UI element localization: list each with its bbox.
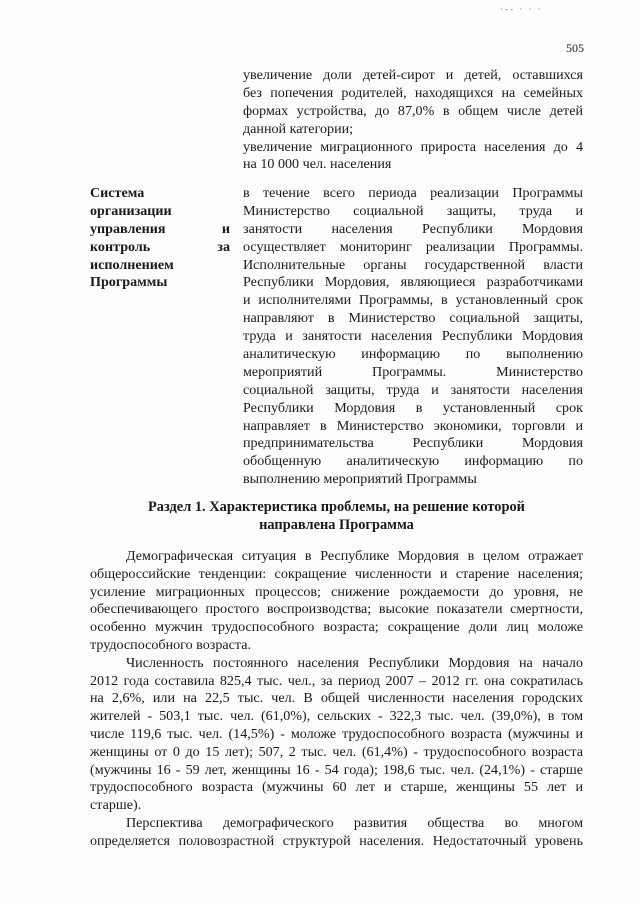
paragraph-line: Демографическая ситуация в Республике Мордовия в целом отражает (126, 548, 583, 564)
paragraph-line: 2012 года составила 825,4 тыс. чел., за период 2007 – 2012 гг. она сократилась (90, 672, 583, 689)
text-line: без попечения родителей, находящихся на семейных (243, 84, 583, 101)
label-line (90, 239, 230, 257)
paragraph-line: обеспечивающего простого воспроизводства; высокие показатели смертности, (90, 601, 583, 618)
text-line: Исполнительные органы государственной власти (243, 256, 583, 273)
system-row-content (243, 185, 583, 489)
label-word: Программы (90, 274, 168, 291)
paragraph-line: женщины от 0 до 15 лет); 507, 2 тыс. чел. (61,4%) - трудоспособного возраста (90, 743, 583, 760)
paragraph-line: трудоспособного возраста (мужчины 60 лет и старше, женщины 55 лет и (90, 779, 583, 796)
text-line: предпринимательства Республики Мордовия (243, 435, 583, 452)
paragraph-line: общероссийские тенденции: сокращение численности и старение населения; (90, 565, 583, 582)
section-title (90, 498, 583, 534)
section-title-line: Раздел 1. Характеристика проблемы, на решение которой (148, 499, 525, 515)
text-line: выполнению мероприятий Программы (243, 471, 477, 488)
label-word: Система (90, 185, 145, 201)
paragraph-line: старше). (90, 797, 142, 814)
page-number: 505 (566, 41, 584, 55)
paragraph-line: числе 119,6 тыс. чел. (14,5%) - моложе трудоспособного возраста (мужчины и (90, 725, 583, 742)
text-line: осуществляет мониторинг реализации Программы. (243, 238, 583, 255)
section-title-line: направлена Программа (259, 517, 414, 533)
label-connector: за (217, 238, 230, 255)
text-line: направляет в Министерство экономики, торговли и (243, 417, 583, 434)
scan-marks: ·-- · · · (500, 4, 543, 14)
text-line: социальной защиты, труда и занятости населения (243, 381, 583, 398)
paragraph-line: (мужчины 16 - 59 лет, женщины 16 - 54 года); 198,6 тыс. чел. (24,1%) - старше (90, 761, 583, 778)
text-line: аналитическую информацию по выполнению (243, 346, 583, 363)
label-line (90, 274, 230, 292)
label-line (90, 257, 230, 275)
paragraph-line: усиление миграционных процессов; снижение рождаемости до уровня, не (90, 583, 583, 600)
label-word: организации (90, 202, 172, 219)
label-line (90, 185, 230, 203)
text-line: формах устройства, до 87,0% в общем числе детей (243, 102, 583, 119)
paragraph-line: жителей - 503,1 тыс. чел. (61,0%), сельских - 322,3 тыс. чел. (39,0%), в том (90, 708, 583, 725)
text-line: обобщенную аналитическую информацию по (243, 453, 583, 470)
label-word: управления (90, 220, 166, 237)
label-word: контроль (90, 238, 151, 255)
label-line (90, 221, 230, 239)
text-line: данной категории; (243, 120, 354, 137)
text-line: Республики Мордовия, являющиеся разработчиками (243, 274, 583, 291)
paragraph-line: особенно мужчин трудоспособного возраста; сокращение доли лиц моложе (90, 619, 583, 636)
label-word: исполнением (90, 256, 174, 273)
text-line: в течение всего периода реализации Программы (243, 185, 583, 201)
paragraph-line: трудоспособного возраста. (90, 636, 252, 653)
text-line: мероприятий Программы. Министерство (243, 363, 583, 380)
paragraph-line: на 2,6%, или на 22,5 тыс. чел. В общей численности населения городских (90, 690, 583, 707)
system-row-label (90, 185, 230, 292)
text-line: увеличение миграционного прироста населения до 4 (243, 138, 583, 155)
section-body (90, 548, 583, 851)
label-line (90, 203, 230, 221)
text-line: увеличение доли детей-сирот и детей, оставшихся (243, 67, 583, 83)
paragraph-line: Численность постоянного населения Республики Мордовия на начало (126, 654, 583, 671)
text-line: на 10 000 чел. населения (243, 156, 392, 173)
text-line: направляют в Министерство социальной защиты, (243, 310, 583, 327)
label-connector: и (221, 220, 230, 237)
paragraph-line: определяется половозрастной структурой населения. Недостаточный уровень (90, 832, 583, 849)
text-line: Республики Мордовия в установленный срок (243, 399, 583, 416)
goals-cell-continued (243, 67, 583, 174)
text-line: труда и занятости населения Республики Мордовия (243, 328, 583, 345)
paragraph-line: Перспектива демографического развития общества во многом (126, 814, 583, 831)
text-line: Министерство социальной защиты, труда и (243, 202, 583, 219)
text-line: занятости населения Республики Мордовия (243, 220, 583, 237)
text-line: и исполнителями Программы, в установленный срок (243, 292, 583, 309)
